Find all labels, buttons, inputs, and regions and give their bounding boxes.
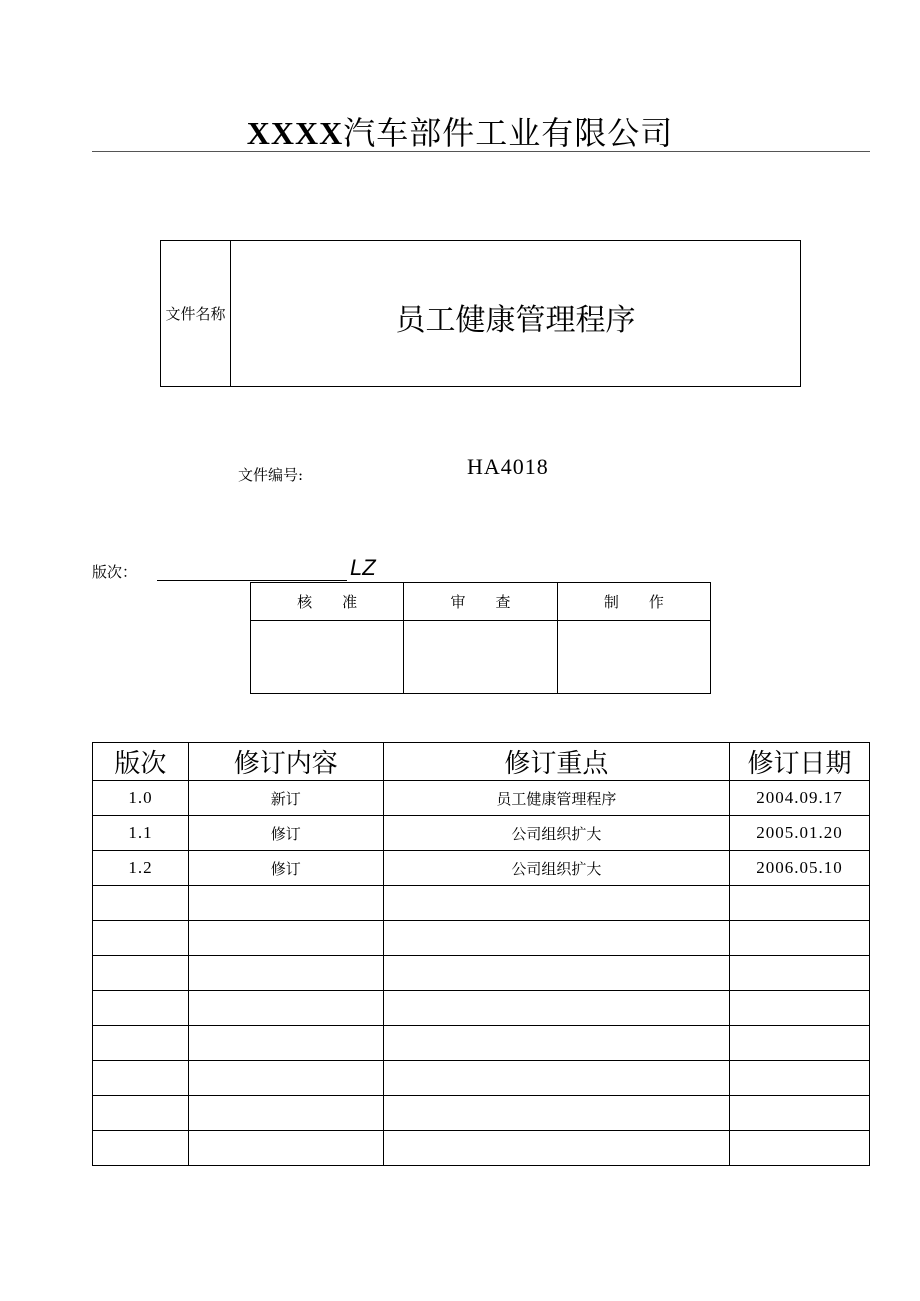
revision-row <box>93 851 870 886</box>
version-value: LZ <box>350 555 376 580</box>
approval-signature-cell <box>404 621 557 694</box>
revision-date: 2006.05.10 <box>730 851 870 886</box>
company-title-latin: XXXX <box>246 115 344 151</box>
empty-cell <box>188 1131 383 1166</box>
revision-row-empty <box>93 991 870 1026</box>
empty-cell <box>93 1131 189 1166</box>
revision-header-focus: 修订重点 <box>383 743 729 781</box>
revision-table <box>92 742 870 1166</box>
document-name-label: 文件名称 <box>161 241 231 386</box>
approval-signature-row <box>251 621 711 694</box>
empty-cell <box>93 1096 189 1131</box>
empty-cell <box>93 1026 189 1061</box>
empty-cell <box>730 921 870 956</box>
empty-cell <box>383 1096 729 1131</box>
empty-cell <box>188 921 383 956</box>
empty-cell <box>730 1096 870 1131</box>
empty-cell <box>730 991 870 1026</box>
version-label: 版次： <box>92 563 138 581</box>
revision-header-date: 修订日期 <box>730 743 870 781</box>
revision-content: 修订 <box>188 816 383 851</box>
empty-cell <box>93 991 189 1026</box>
revision-date: 2004.09.17 <box>730 781 870 816</box>
revision-row-empty <box>93 956 870 991</box>
revision-content: 修订 <box>188 851 383 886</box>
document-number-label: 文件编号: <box>238 466 304 484</box>
empty-cell <box>383 1026 729 1061</box>
approval-table <box>250 582 711 694</box>
approval-header-row <box>251 583 711 621</box>
title-divider <box>92 151 870 152</box>
revision-row-empty <box>93 1026 870 1061</box>
empty-cell <box>730 886 870 921</box>
empty-cell <box>93 886 189 921</box>
revision-focus: 公司组织扩大 <box>383 851 729 886</box>
empty-cell <box>730 956 870 991</box>
document-number-value: HA4018 <box>467 454 549 479</box>
empty-cell <box>188 956 383 991</box>
empty-cell <box>188 991 383 1026</box>
approval-header-prepare: 制 作 <box>557 583 710 621</box>
document-name-value: 员工健康管理程序 <box>395 302 636 338</box>
empty-cell <box>93 956 189 991</box>
empty-cell <box>383 1131 729 1166</box>
revision-header-content: 修订内容 <box>188 743 383 781</box>
revision-version: 1.1 <box>93 816 189 851</box>
revision-row <box>93 816 870 851</box>
revision-row-empty <box>93 1131 870 1166</box>
empty-cell <box>730 1131 870 1166</box>
revision-header-row <box>93 743 870 781</box>
revision-row-empty <box>93 1061 870 1096</box>
empty-cell <box>188 1061 383 1096</box>
empty-cell <box>188 1026 383 1061</box>
empty-cell <box>383 921 729 956</box>
empty-cell <box>93 921 189 956</box>
revision-row <box>93 781 870 816</box>
revision-content: 新订 <box>188 781 383 816</box>
approval-signature-cell <box>557 621 710 694</box>
empty-cell <box>188 1096 383 1131</box>
document-name-box <box>160 240 801 387</box>
approval-header-approve: 核 准 <box>251 583 404 621</box>
empty-cell <box>730 1026 870 1061</box>
revision-date: 2005.01.20 <box>730 816 870 851</box>
empty-cell <box>730 1061 870 1096</box>
revision-focus: 公司组织扩大 <box>383 816 729 851</box>
revision-header-version: 版次 <box>93 743 189 781</box>
empty-cell <box>188 886 383 921</box>
revision-row-empty <box>93 921 870 956</box>
revision-focus: 员工健康管理程序 <box>383 781 729 816</box>
revision-version: 1.0 <box>93 781 189 816</box>
version-underline <box>157 580 347 581</box>
empty-cell <box>93 1061 189 1096</box>
revision-version: 1.2 <box>93 851 189 886</box>
empty-cell <box>383 956 729 991</box>
empty-cell <box>383 991 729 1026</box>
approval-signature-cell <box>251 621 404 694</box>
empty-cell <box>383 1061 729 1096</box>
empty-cell <box>383 886 729 921</box>
approval-header-review: 审 查 <box>404 583 557 621</box>
company-title <box>0 108 920 154</box>
company-title-cjk: 汽车部件工业有限公司 <box>343 114 674 152</box>
revision-row-empty <box>93 886 870 921</box>
revision-row-empty <box>93 1096 870 1131</box>
